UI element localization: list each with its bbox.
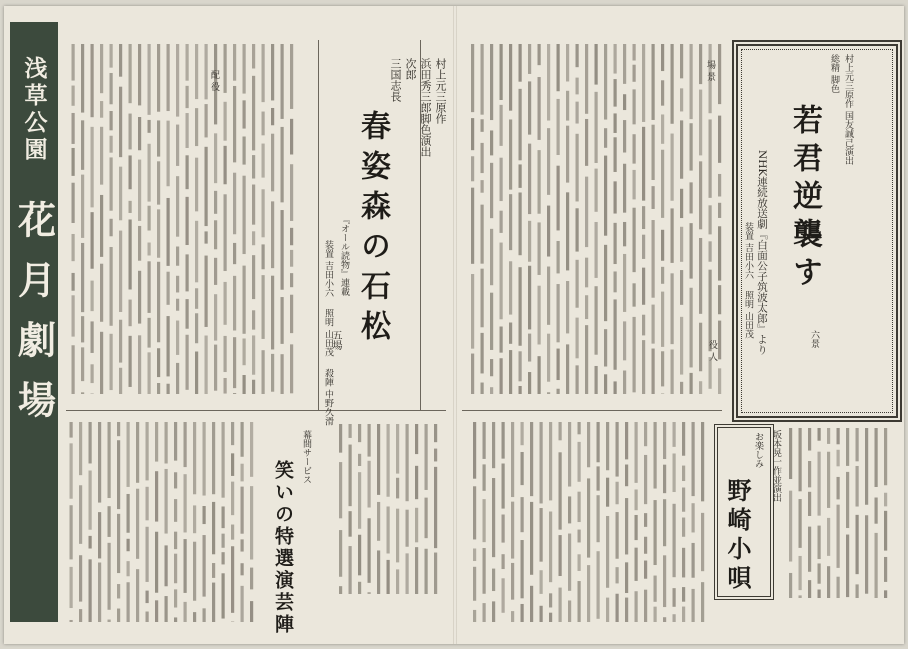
park-name: 浅草公園 <box>20 56 48 164</box>
center-title-divider-left <box>318 40 319 410</box>
theater-banner <box>10 22 58 622</box>
lower-right-title: 野崎小唄 <box>723 478 752 594</box>
lower-right-credits: 坂本晃一作並演出 <box>771 430 781 502</box>
center-acts: 五場 <box>330 330 341 350</box>
center-program-title: 春姿森の石松 <box>355 110 390 350</box>
right-divider <box>462 410 722 411</box>
right-page-scenes <box>462 40 724 400</box>
right-page-lower-cast <box>462 418 707 628</box>
center-credits: 村上元三原作 浜田秀三郎脚色演出 次郎 三国志長 <box>389 58 447 157</box>
comedy-title: 笑いの特選演芸陣 <box>272 460 294 636</box>
right-staff: 装置 吉田小六 照明 山田茂 <box>743 222 753 339</box>
lower-middle-cast <box>330 420 440 600</box>
right-credits-2: 総精 脚色 <box>829 54 839 93</box>
theater-name: 花月劇場 <box>11 200 57 440</box>
right-acts: 六景 <box>809 330 819 348</box>
center-staff: 装置 吉田小六 照明 山田茂 殺陣 中野久滑 <box>323 240 333 426</box>
right-source-note: NHK連続放送劇『白面公子筑波太郎』より <box>756 150 768 355</box>
cast-label-1: 役 人 <box>707 340 717 361</box>
right-program-title: 若君逆襲す <box>787 104 822 294</box>
center-fold <box>453 6 457 644</box>
series-note: 『オール読物』連載 <box>339 215 349 296</box>
left-synopsis-column <box>66 418 256 628</box>
left-divider <box>66 410 446 411</box>
right-credits: 村上元三原作 国友誠己演出 <box>843 54 853 165</box>
intermission-label: 幕間サービス <box>301 430 311 484</box>
scenes-label: 場 景 <box>705 60 715 81</box>
left-cast-column <box>66 40 296 400</box>
lower-right-tag: お楽しみ <box>753 432 763 468</box>
cast-label-2: 配 役 <box>209 70 219 91</box>
right-notice-column <box>778 424 890 604</box>
